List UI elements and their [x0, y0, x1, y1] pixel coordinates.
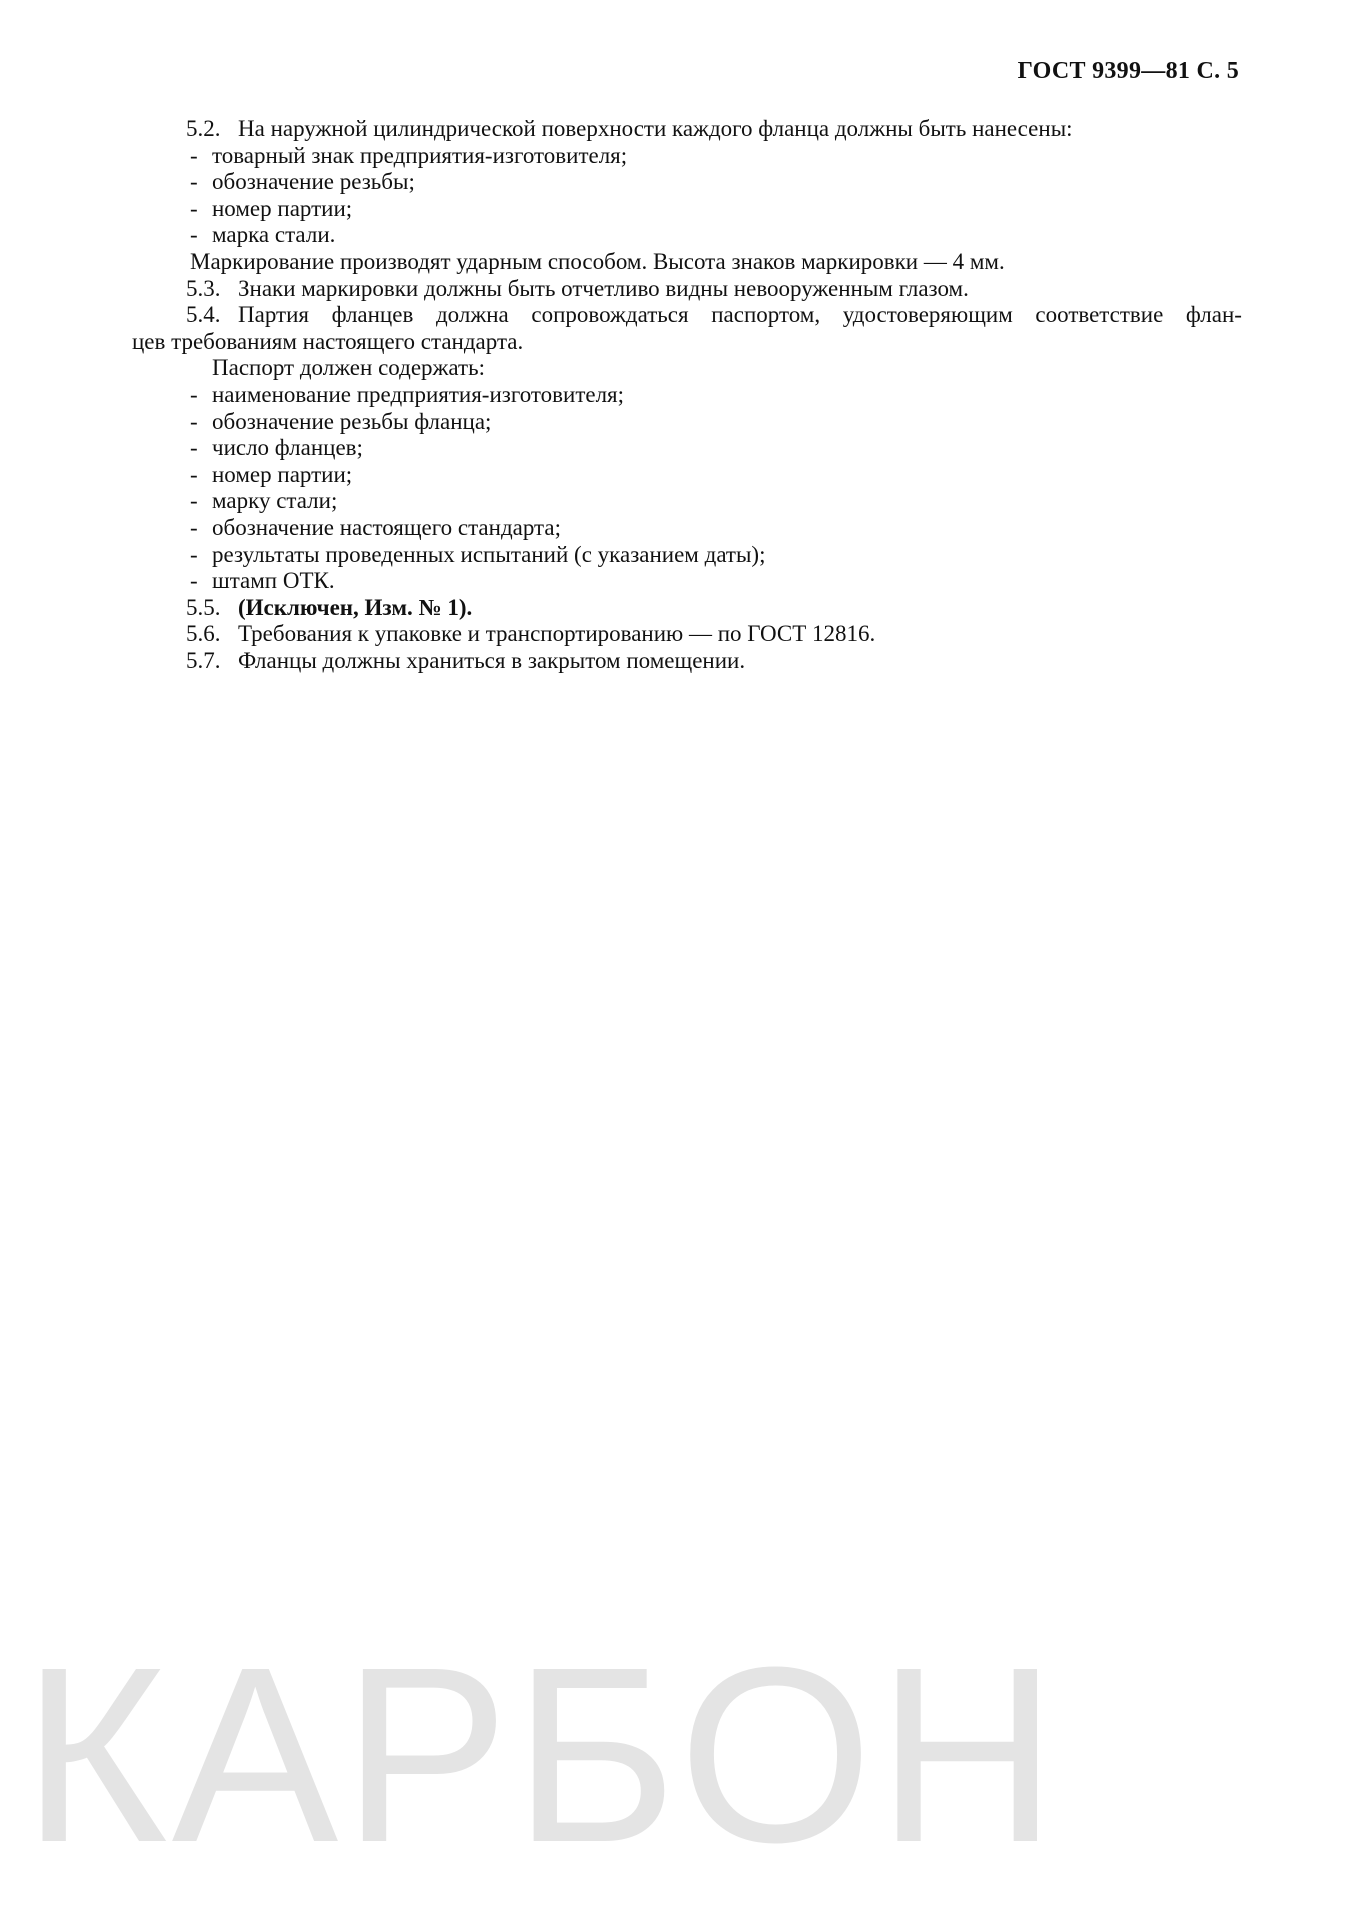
list-item: - номер партии;: [190, 195, 353, 221]
marking-note: Маркирование производят ударным способом. Высота знаков маркировки — 4 мм.: [190, 248, 1005, 274]
passport-intro: Паспорт должен содержать:: [212, 355, 485, 381]
list-item: - число фланцев;: [190, 435, 363, 461]
list-item: - результаты проведенных испытаний (с указанием даты);: [190, 541, 766, 567]
clause-5-4: [132, 302, 1242, 329]
watermark: КАРБОН: [22, 1615, 1062, 1894]
list-item: - номер партии;: [190, 461, 353, 487]
list-item: - товарный знак предприятия-изготовителя;: [190, 142, 628, 168]
clause-text: Фланцы должны храниться в закрытом помещении.: [238, 647, 746, 673]
clause-5-4-continuation: цев требованиям настоящего стандарта.: [132, 328, 524, 354]
clause-text: Требования к упаковке и транспортированию — по ГОСТ 12816.: [238, 621, 876, 647]
list-item: - марка стали.: [190, 222, 336, 248]
list-item: - обозначение настоящего стандарта;: [190, 514, 561, 540]
clause-text: На наружной цилиндрической поверхности каждого фланца должны быть нанесены:: [238, 116, 1073, 141]
clause-number: 5.3.: [186, 275, 221, 301]
clause-5-6: [132, 621, 1242, 648]
clause-number-and-text-line1: 5.4. Партия фланцев должна сопровождаться паспортом, удостоверяющим соответствие флан-: [186, 302, 1242, 328]
clause-5-7: [132, 648, 1242, 675]
clause-text: (Исключен, Изм. № 1).: [238, 594, 473, 620]
clause-number: 5.6.: [186, 621, 221, 647]
clause-number: 5.4.: [186, 302, 221, 328]
page-header: ГОСТ 9399—81 С. 5: [1017, 58, 1239, 84]
list-item: - обозначение резьбы фланца;: [190, 408, 492, 434]
clause-number: 5.2.: [186, 116, 221, 141]
clause-number: 5.5.: [186, 594, 221, 620]
clause-5-3: [132, 276, 1242, 303]
list-item: - обозначение резьбы;: [190, 169, 415, 195]
document-body: [132, 116, 1242, 674]
clause-5-2: [132, 116, 1242, 143]
list-item: - марку стали;: [190, 488, 338, 514]
clause-5-5: [132, 595, 1242, 622]
clause-number: 5.7.: [186, 647, 221, 673]
list-item: - штамп ОТК.: [190, 568, 335, 594]
clause-text: Знаки маркировки должны быть отчетливо видны невооруженным глазом.: [238, 275, 969, 301]
list-item: - наименование предприятия-изготовителя;: [190, 381, 625, 407]
